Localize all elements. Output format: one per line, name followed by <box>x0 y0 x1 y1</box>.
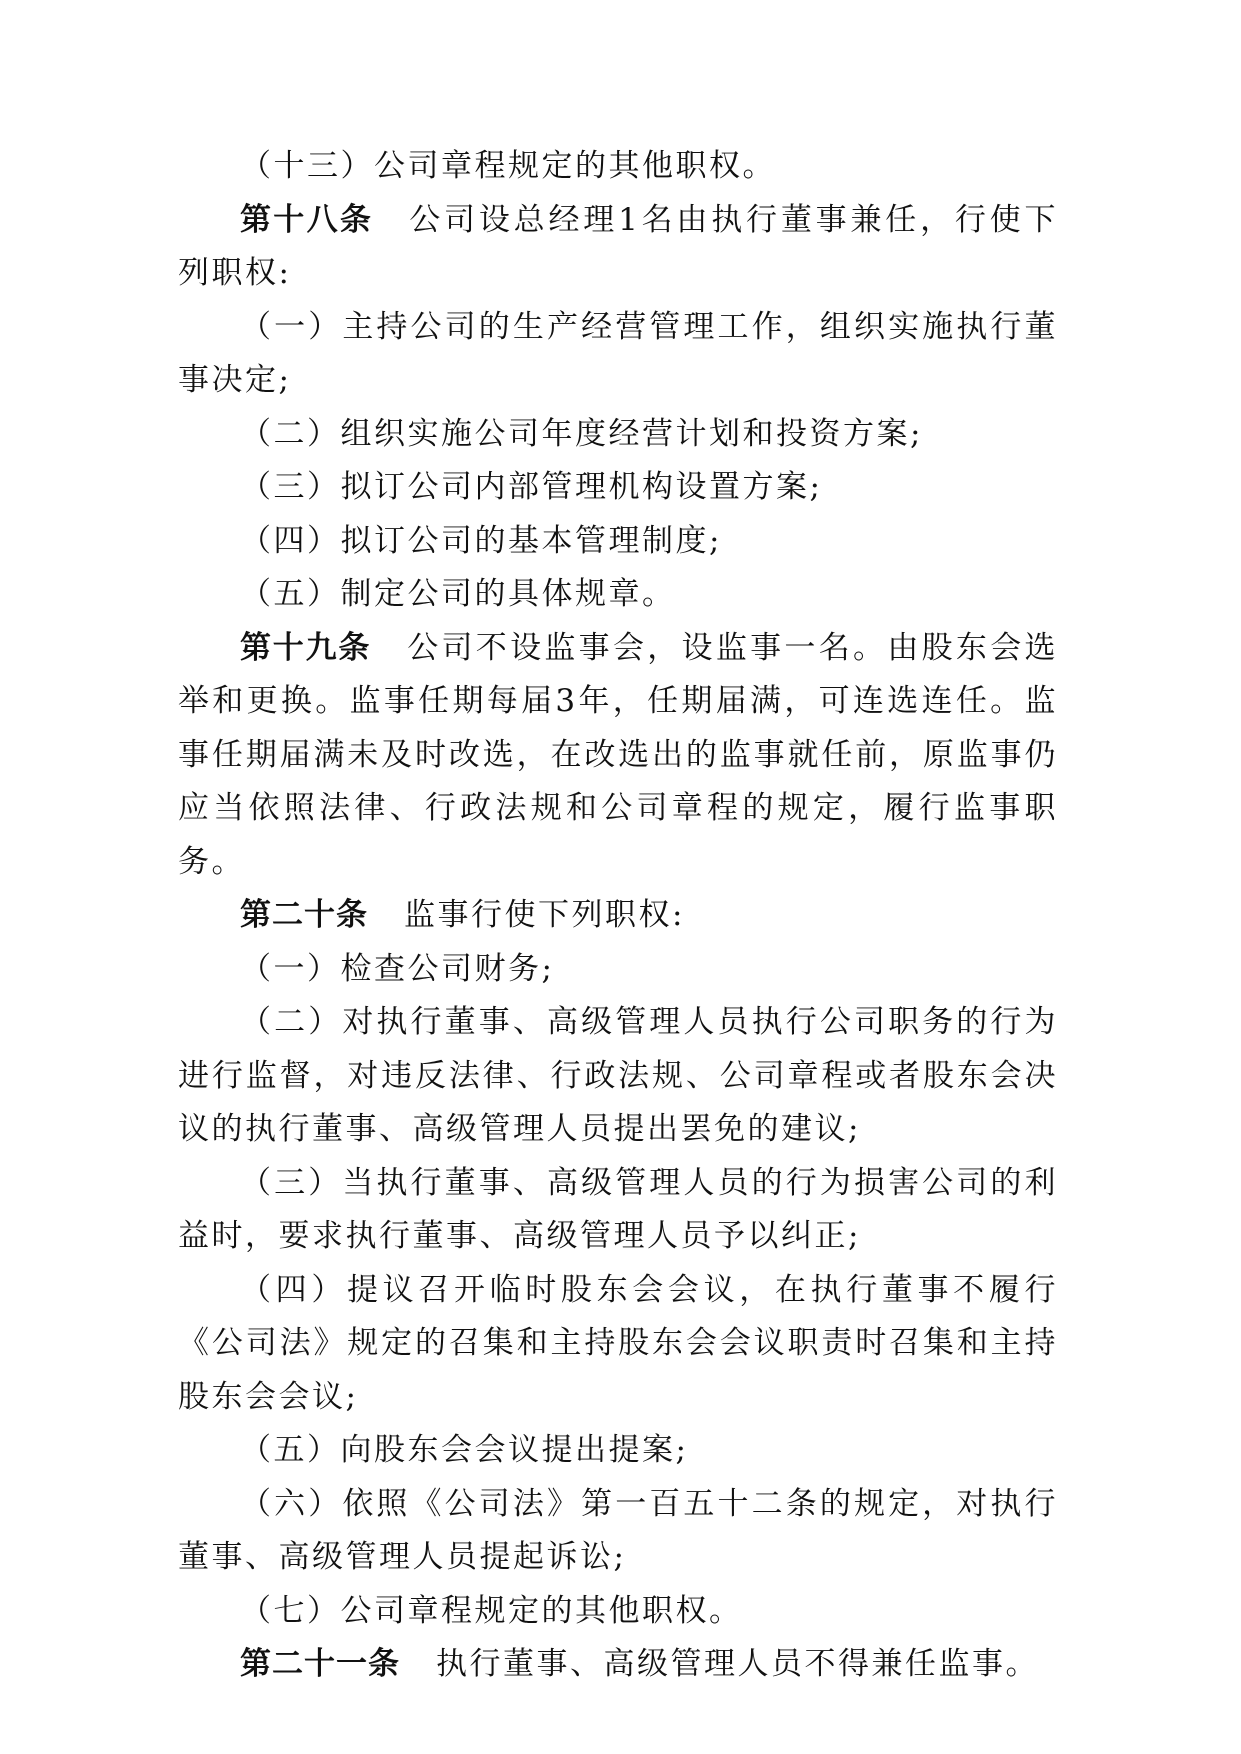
list-item-text: （五）制定公司的具体规章。 <box>240 576 676 612</box>
list-item <box>178 408 1058 462</box>
article-text: 监事行使下列职权: <box>404 897 685 933</box>
list-item-text: （五）向股东会会议提出提案; <box>240 1432 689 1468</box>
list-item <box>178 1478 1058 1585</box>
list-item-text: （三）当执行董事、高级管理人员的行为损害公司的利益时，要求执行董事、高级管理人员予以纠正; <box>178 1164 1058 1254</box>
list-item <box>178 1424 1058 1478</box>
article-21 <box>178 1638 1058 1692</box>
list-item <box>178 301 1058 408</box>
list-item <box>178 996 1058 1157</box>
article-text: 公司设总经理1名由执行董事兼任，行使下列职权: <box>178 201 1058 291</box>
list-item <box>178 1157 1058 1264</box>
list-item <box>178 515 1058 569</box>
article-heading: 第二十条 <box>240 897 368 933</box>
list-item-text: （二）对执行董事、高级管理人员执行公司职务的行为进行监督，对违反法律、行政法规、公司章程或者股东会决议的执行董事、高级管理人员提出罢免的建议; <box>178 1004 1058 1147</box>
list-item <box>178 1585 1058 1639</box>
list-item <box>178 943 1058 997</box>
article-text: 执行董事、高级管理人员不得兼任监事。 <box>436 1646 1039 1682</box>
list-item <box>178 568 1058 622</box>
list-item-text: （三）拟订公司内部管理机构设置方案; <box>240 469 823 505</box>
article-text: 公司不设监事会，设监事一名。由股东会选举和更换。监事任期每届3年，任期届满，可连选连任。监事任期届满未及时改选，在改选出的监事就任前，原监事仍应当依照法律、行政法规和公司章程的规定，履行监事职务。 <box>178 629 1059 880</box>
paragraph-text: （十三）公司章程规定的其他职权。 <box>240 148 776 184</box>
article-heading: 第二十一条 <box>240 1646 400 1682</box>
article-heading: 第十九条 <box>240 629 372 666</box>
article-20 <box>178 889 1058 943</box>
list-item <box>178 461 1058 515</box>
list-item-text: （七）公司章程规定的其他职权。 <box>240 1592 743 1629</box>
article-19 <box>178 622 1058 890</box>
list-item-text: （一）检查公司财务; <box>240 950 555 987</box>
article-18 <box>178 194 1058 301</box>
list-item-text: （六）依照《公司法》第一百五十二条的规定，对执行董事、高级管理人员提起诉讼; <box>178 1485 1058 1575</box>
document-body <box>178 140 1058 1692</box>
list-item-text: （四）拟订公司的基本管理制度; <box>240 522 722 559</box>
list-item-text: （四）提议召开临时股东会会议，在执行董事不履行《公司法》规定的召集和主持股东会会议职责时召集和主持股东会会议; <box>178 1271 1058 1415</box>
list-item-text: （一）主持公司的生产经营管理工作，组织实施执行董事决定; <box>178 308 1058 398</box>
list-item-text: （二）组织实施公司年度经营计划和投资方案; <box>240 415 923 452</box>
article-heading: 第十八条 <box>240 201 374 238</box>
paragraph-clause-13 <box>178 140 1058 194</box>
list-item <box>178 1264 1058 1425</box>
